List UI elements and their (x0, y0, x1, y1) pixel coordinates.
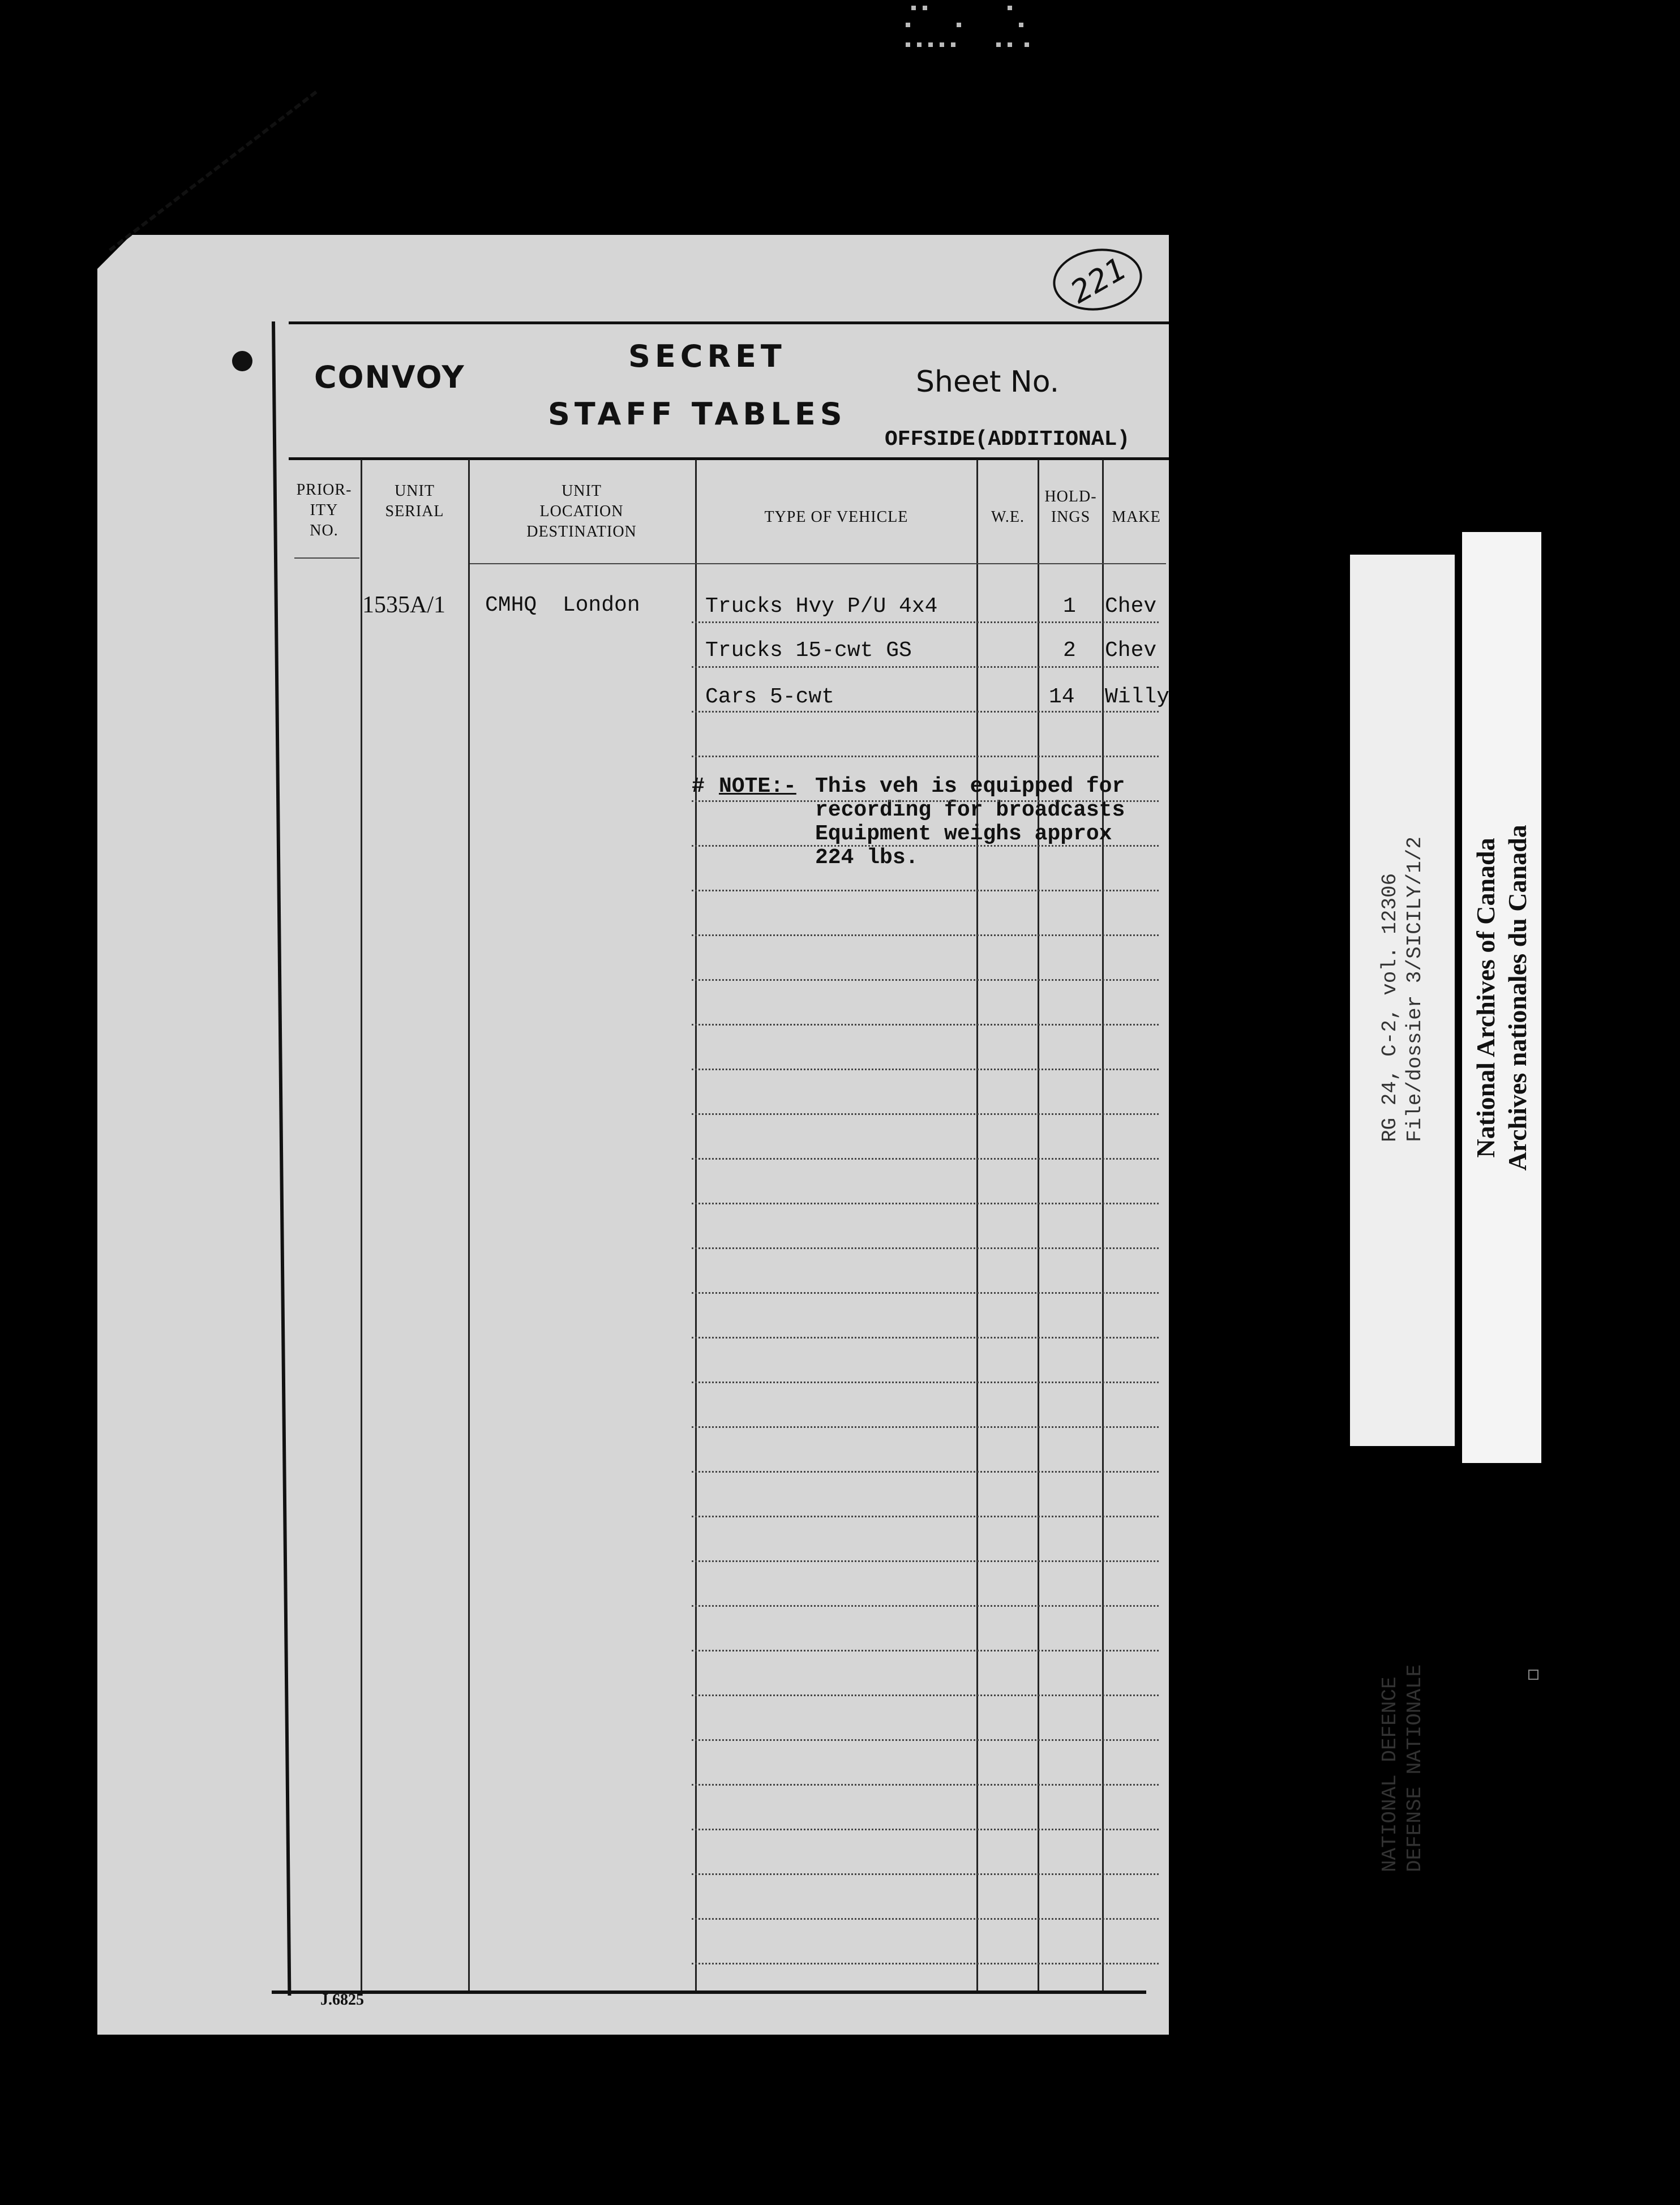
column-rule-6 (1102, 460, 1104, 1990)
ruling-line (692, 1337, 1159, 1339)
ruling-line (692, 1203, 1159, 1204)
column-header-unit-serial: UNIT SERIAL (385, 482, 444, 520)
archive-name-french: Archives nationales du Canada (1503, 824, 1532, 1171)
ruling-line (692, 1024, 1159, 1026)
column-header-we: W.E. (991, 508, 1025, 526)
ruling-line (692, 666, 1159, 668)
ruling-line (692, 1069, 1159, 1070)
ruling-line (692, 1113, 1159, 1115)
corner-mark (1528, 1670, 1538, 1680)
column-header-type-of-vehicle: TYPE OF VEHICLE (764, 508, 908, 526)
punch-hole (232, 351, 252, 371)
ruling-line (692, 1963, 1159, 1964)
column-header-holdings: HOLD- INGS (1044, 488, 1097, 526)
frame-top-rule (289, 321, 1169, 324)
archive-reference-line-3: NATIONAL DEFENCE (1378, 1676, 1402, 1872)
vehicle-row-3-holdings: 14 (1049, 685, 1075, 709)
archive-reference-line-4: DEFENSE NATIONALE (1403, 1664, 1426, 1872)
vehicle-row-2-type: Trucks 15-cwt GS (705, 638, 912, 663)
column-header-unit-location: UNIT LOCATION DESTINATION (526, 482, 637, 540)
page-number: 221 (1064, 250, 1133, 311)
column-rule-3 (695, 460, 697, 1990)
vehicle-row-3-type: Cars 5-cwt (705, 685, 835, 709)
ruling-line (692, 890, 1159, 891)
vehicle-row-2-holdings: 2 (1063, 638, 1076, 663)
ruling-line (692, 979, 1159, 981)
note-marker: # (692, 774, 705, 799)
perforation-line (109, 91, 319, 254)
ruling-line (692, 1426, 1159, 1428)
ruling-line (692, 1158, 1159, 1160)
ruling-line (692, 1516, 1159, 1517)
column-rule-5 (1038, 460, 1039, 1990)
note-line-4: 224 lbs. (815, 846, 919, 870)
archive-reference-line-1: RG 24, C-2, vol. 12306 (1378, 873, 1402, 1142)
ruling-line (692, 1382, 1159, 1383)
ruling-line (692, 1292, 1159, 1294)
vehicle-row-2-make: Chev (1105, 638, 1157, 663)
convoy-title: CONVOY (314, 359, 465, 395)
vehicle-row-1-type: Trucks Hvy P/U 4x4 (705, 594, 938, 619)
header-rule (289, 457, 1169, 460)
ruling-line (692, 1829, 1159, 1830)
sheet-number-label: Sheet No. (916, 365, 1060, 399)
column-rule-2 (468, 460, 470, 1990)
unit-serial-value: 1535A/1 (362, 592, 445, 618)
vehicle-row-3-make: Willy (1105, 685, 1170, 709)
note-line-2: recording for broadcasts (815, 798, 1125, 822)
vehicle-row-1-holdings: 1 (1063, 594, 1076, 619)
ruling-line (692, 1605, 1159, 1607)
column-rule-4 (976, 460, 978, 1990)
header-underline-body (470, 563, 1166, 564)
ruling-line (692, 1918, 1159, 1920)
top-edge-marks (906, 0, 1042, 51)
header-underline-priority (294, 557, 359, 559)
note-line-1: This veh is equipped for (815, 774, 1125, 799)
ruling-line (692, 1471, 1159, 1473)
ruling-line (692, 711, 1159, 713)
staff-tables-title: STAFF TABLES (548, 396, 847, 432)
archive-name-english: National Archives of Canada (1471, 837, 1500, 1158)
ruling-line (692, 1739, 1159, 1741)
secret-title: SECRET (628, 338, 786, 374)
unit-location-value: CMHQ London (485, 593, 640, 617)
ruling-line (692, 1560, 1159, 1562)
note-line-3: Equipment weighs approx (815, 822, 1112, 846)
archive-reference-label (1350, 555, 1455, 1872)
frame-bottom-rule (272, 1990, 1146, 1994)
ruling-line (692, 1784, 1159, 1786)
ruling-line (692, 1873, 1159, 1875)
ruling-line (692, 800, 1159, 802)
column-rule-1 (361, 460, 362, 1990)
ruling-line (692, 1247, 1159, 1249)
ruling-line (692, 845, 1159, 847)
note-label: NOTE:- (719, 774, 796, 799)
form-code: J.6825 (320, 1991, 364, 2009)
archive-name-label (1462, 532, 1541, 1463)
ruling-line (692, 1694, 1159, 1696)
ruling-line (692, 1650, 1159, 1651)
archive-reference-line-2: File/dossier 3/SICILY/1/2 (1403, 836, 1426, 1142)
offside-label: OFFSIDE(ADDITIONAL) (885, 427, 1130, 452)
ruling-line (692, 756, 1159, 757)
column-header-make: MAKE (1112, 508, 1161, 526)
ruling-line (692, 934, 1159, 936)
vehicle-row-1-make: Chev (1105, 594, 1157, 619)
ruling-line (692, 621, 1159, 623)
column-header-priority: PRIOR- ITY NO. (296, 481, 352, 539)
